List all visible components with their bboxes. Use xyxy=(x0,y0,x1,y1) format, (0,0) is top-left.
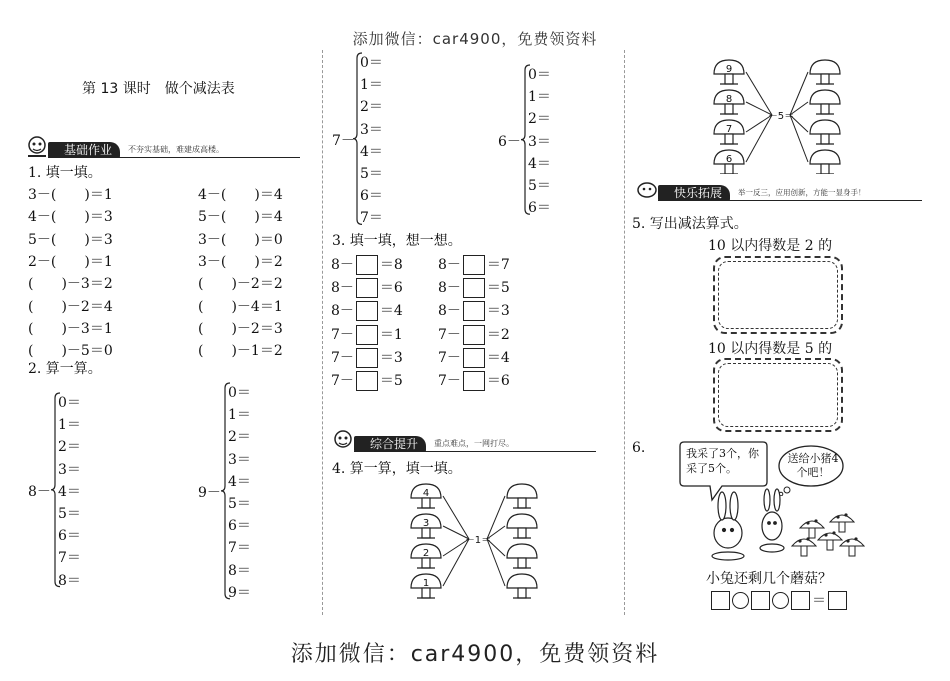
answer-mushroom[interactable] xyxy=(507,484,537,508)
question-5-caption-2: 10 以内得数是 5 的 xyxy=(708,341,833,357)
fill-in-item: ( )－4＝1 xyxy=(198,298,283,315)
column-divider-1 xyxy=(322,50,323,615)
equation-left: 7－ xyxy=(438,326,461,343)
answer-square[interactable] xyxy=(711,591,730,610)
mushroom-number: 7 xyxy=(725,124,733,135)
subtraction-item: 6＝ xyxy=(228,518,251,535)
lesson-title: 第 13 课时 做个减法表 xyxy=(82,81,235,97)
subtraction-item: 1＝ xyxy=(228,407,251,424)
equation-left: 8－ xyxy=(331,257,354,273)
speech-bubble-left-text: 我采了3个，你采了5个。 xyxy=(686,447,759,475)
mascot-icon xyxy=(634,177,660,203)
operation-label: －1＝ xyxy=(464,535,492,546)
box-equation xyxy=(438,254,510,275)
question-2-title: 2. 算一算。 xyxy=(28,361,102,377)
answer-box[interactable] xyxy=(463,301,485,321)
numbered-mushroom xyxy=(411,484,441,508)
answer-box[interactable] xyxy=(356,255,378,275)
column-divider-2 xyxy=(624,50,625,615)
mushroom-number: 6 xyxy=(725,154,733,165)
subtraction-item: 4＝ xyxy=(228,473,251,490)
subtraction-item: 7＝ xyxy=(360,210,383,227)
section-banner-extend xyxy=(630,181,922,203)
equation-right: ＝6 xyxy=(379,280,403,297)
connector-line xyxy=(443,539,469,586)
subtraction-item: 2＝ xyxy=(528,111,551,128)
answer-mushroom[interactable] xyxy=(810,90,840,114)
equation-left: 8－ xyxy=(331,280,354,297)
subtraction-item: 2＝ xyxy=(58,439,81,456)
fill-in-item: 4－( )＝3 xyxy=(28,209,113,226)
minuend-label: 9－ xyxy=(198,484,221,501)
answer-box[interactable] xyxy=(356,325,378,345)
section-label: 基础作业 xyxy=(48,142,120,158)
question-5-caption-1: 10 以内得数是 2 的 xyxy=(708,238,833,254)
mushroom-diagram-q4 xyxy=(405,476,555,611)
mushroom-number: 3 xyxy=(422,518,430,529)
mushroom-number: 1 xyxy=(422,578,430,589)
answer-box[interactable] xyxy=(463,278,485,298)
subtraction-item: 4＝ xyxy=(528,155,551,172)
box-equation xyxy=(438,324,510,345)
question-3-title: 3. 填一填，想一想。 xyxy=(332,233,462,249)
equation-left: 7－ xyxy=(438,373,461,389)
question-4-title: 4. 算一算，填一填。 xyxy=(332,461,462,477)
subtraction-item: 4＝ xyxy=(58,483,81,500)
connector-line xyxy=(487,539,505,586)
answer-square[interactable] xyxy=(751,591,770,610)
question-6-text: 小兔还剩几个蘑菇？ xyxy=(706,571,832,587)
subtraction-item: 3＝ xyxy=(360,121,383,138)
subtraction-item: 2＝ xyxy=(360,99,383,116)
answer-mushroom[interactable] xyxy=(810,60,840,84)
fill-in-item: ( )－3＝1 xyxy=(28,320,113,337)
equation-left: 7－ xyxy=(331,373,354,389)
section-banner-combined xyxy=(326,432,596,454)
subtraction-item: 7＝ xyxy=(58,550,81,567)
operator-circle[interactable] xyxy=(772,592,789,609)
box-equation xyxy=(438,300,510,321)
mushroom-number: 2 xyxy=(422,548,430,559)
subtraction-item: 1＝ xyxy=(360,77,383,94)
watermark-bottom: 添加微信：car4900，免费领资料 xyxy=(290,642,660,667)
answer-box[interactable] xyxy=(463,255,485,275)
answer-box[interactable] xyxy=(356,301,378,321)
subtraction-item: 6＝ xyxy=(360,188,383,205)
section-label: 综合提升 xyxy=(354,436,426,452)
subtraction-item: 3＝ xyxy=(58,461,81,478)
fill-in-item: ( )－2＝4 xyxy=(28,298,113,315)
subtraction-item: 5＝ xyxy=(528,178,551,194)
fill-in-item: 3－( )＝0 xyxy=(198,231,283,248)
subtraction-item: 8＝ xyxy=(58,572,81,589)
answer-box[interactable] xyxy=(356,348,378,368)
equation-right: ＝2 xyxy=(486,326,510,343)
subtraction-item: 7＝ xyxy=(228,540,251,557)
equation-left: 7－ xyxy=(331,326,354,343)
numbered-mushroom xyxy=(714,60,744,84)
section-label: 快乐拓展 xyxy=(658,185,730,201)
box-equation xyxy=(331,324,403,345)
fill-in-item: ( )－2＝2 xyxy=(198,276,283,293)
fill-in-item: 4－( )＝4 xyxy=(198,187,283,203)
subtraction-item: 2＝ xyxy=(228,429,251,446)
equation-left: 7－ xyxy=(331,349,354,366)
subtraction-item: 5＝ xyxy=(360,166,383,182)
numbered-mushroom xyxy=(411,574,441,598)
subtraction-item: 5＝ xyxy=(228,496,251,512)
subtraction-item: 6＝ xyxy=(528,200,551,217)
box-equation xyxy=(438,370,510,391)
subtraction-item: 5＝ xyxy=(58,506,81,522)
box-equation xyxy=(438,347,510,368)
fill-in-item: 2－( )＝1 xyxy=(28,253,113,270)
operation-label: －5＝ xyxy=(767,111,795,122)
answer-mushroom[interactable] xyxy=(507,574,537,598)
fill-in-item: ( )－1＝2 xyxy=(198,343,283,360)
equation-left: 8－ xyxy=(438,280,461,297)
equals-sign: ＝ xyxy=(812,593,826,609)
subtraction-item: 6＝ xyxy=(58,528,81,545)
subtraction-item: 1＝ xyxy=(528,89,551,106)
subtraction-item: 4＝ xyxy=(360,143,383,160)
minuend-label: 6－ xyxy=(498,133,521,150)
box-equation xyxy=(331,300,403,321)
section-tag: 举一反三，应用创新，方能一显身手！ xyxy=(738,188,866,197)
answer-box-1[interactable] xyxy=(713,256,843,334)
question-1-title: 1. 填一填。 xyxy=(28,165,102,181)
section-tag: 不夯实基础，难建成高楼。 xyxy=(128,145,224,154)
mushroom-number: 9 xyxy=(725,64,733,75)
section-tag: 重点难点，一网打尽。 xyxy=(434,439,514,448)
answer-mushroom[interactable] xyxy=(810,120,840,144)
equation-right: ＝4 xyxy=(486,349,510,366)
fill-in-item: ( )－3＝2 xyxy=(28,276,113,293)
box-equation xyxy=(438,277,510,298)
box-equation xyxy=(331,347,403,368)
speech-bubble-right-text: 送给小猪4个吧！ xyxy=(787,452,839,479)
equation-right: ＝8 xyxy=(379,257,403,273)
subtraction-item: 0＝ xyxy=(58,395,81,411)
operator-circle[interactable] xyxy=(732,592,749,609)
equation-right: ＝5 xyxy=(379,373,403,389)
numbered-mushroom xyxy=(714,120,744,144)
answer-box[interactable] xyxy=(356,278,378,298)
fill-in-item: 5－( )＝4 xyxy=(198,209,283,226)
answer-mushroom[interactable] xyxy=(810,150,840,174)
fill-in-item: 5－( )＝3 xyxy=(28,231,113,248)
equation-right: ＝3 xyxy=(486,303,510,320)
minuend-label: 8－ xyxy=(28,483,51,500)
answer-square[interactable] xyxy=(828,591,847,610)
subtraction-item: 9＝ xyxy=(228,584,251,601)
subtraction-item: 0＝ xyxy=(360,55,383,71)
answer-box[interactable] xyxy=(463,371,485,391)
rabbits-mushrooms-illustration xyxy=(700,488,865,563)
subtraction-item: 3＝ xyxy=(528,133,551,150)
equation-left: 8－ xyxy=(331,303,354,320)
answer-square[interactable] xyxy=(791,591,810,610)
subtraction-item: 8＝ xyxy=(228,562,251,579)
equation-left: 8－ xyxy=(438,257,461,273)
answer-box-2[interactable] xyxy=(713,358,843,432)
mushroom-number: 4 xyxy=(422,488,430,499)
watermark-top: 添加微信：car4900，免费领资料 xyxy=(352,30,598,48)
connector-line xyxy=(790,115,808,162)
answer-box[interactable] xyxy=(463,348,485,368)
equation-right: ＝5 xyxy=(486,280,510,297)
answer-mushroom[interactable] xyxy=(507,514,537,538)
box-equation xyxy=(331,277,403,298)
question-5-title: 5. 写出减法算式。 xyxy=(632,216,748,232)
connector-line xyxy=(746,115,772,162)
subtraction-item: 0＝ xyxy=(528,67,551,83)
mascot-icon xyxy=(24,134,50,160)
mushroom-number: 8 xyxy=(725,94,733,105)
mascot-icon xyxy=(330,428,356,454)
subtraction-item: 1＝ xyxy=(58,417,81,434)
equation-right: ＝4 xyxy=(379,303,403,320)
answer-mushroom[interactable] xyxy=(507,544,537,568)
answer-box[interactable] xyxy=(356,371,378,391)
equation-left: 7－ xyxy=(438,349,461,366)
minuend-label: 7－ xyxy=(332,132,355,149)
fill-in-item: 3－( )＝1 xyxy=(28,187,113,203)
question-6-label: 6. xyxy=(632,440,646,456)
subtraction-item: 0＝ xyxy=(228,385,251,401)
section-banner-basic xyxy=(20,138,300,160)
numbered-mushroom xyxy=(714,150,744,174)
question-6-answer-row xyxy=(711,590,847,610)
answer-box[interactable] xyxy=(463,325,485,345)
fill-in-item: 3－( )＝2 xyxy=(198,253,283,270)
box-equation xyxy=(331,370,403,391)
fill-in-item: ( )－5＝0 xyxy=(28,343,113,360)
box-equation xyxy=(331,254,403,275)
numbered-mushroom xyxy=(714,90,744,114)
fill-in-item: ( )－2＝3 xyxy=(198,320,283,337)
equation-right: ＝6 xyxy=(486,373,510,389)
subtraction-item: 3＝ xyxy=(228,451,251,468)
equation-right: ＝1 xyxy=(379,326,403,343)
numbered-mushroom xyxy=(411,544,441,568)
equation-left: 8－ xyxy=(438,303,461,320)
equation-right: ＝3 xyxy=(379,349,403,366)
numbered-mushroom xyxy=(411,514,441,538)
equation-right: ＝7 xyxy=(486,257,510,273)
mushroom-diagram-q4b xyxy=(708,52,858,174)
